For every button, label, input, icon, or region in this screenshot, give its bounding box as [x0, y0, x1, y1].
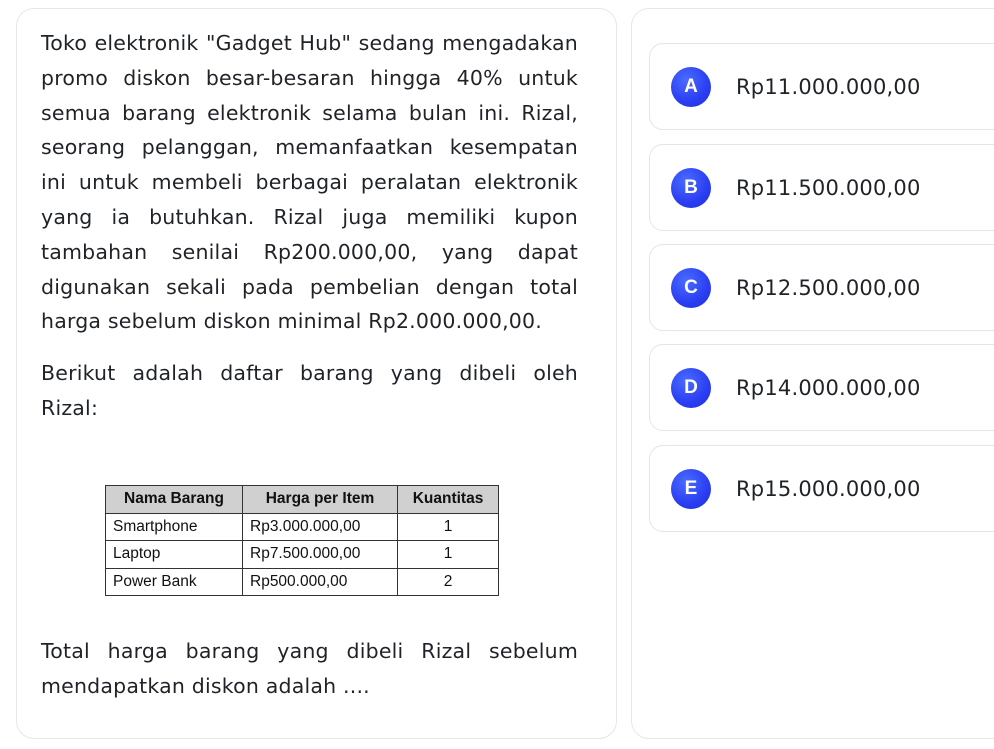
option-e[interactable]: [649, 445, 994, 532]
option-d[interactable]: [649, 344, 994, 431]
table-cell: Rp7.500.000,00: [243, 541, 398, 569]
table-header-cell: Nama Barang: [106, 486, 243, 514]
table-cell: 1: [398, 513, 499, 541]
option-letter-badge: E: [671, 469, 711, 509]
table-cell: 1: [398, 541, 499, 569]
table-cell: 2: [398, 568, 499, 596]
question-paragraph-list-intro: Berikut adalah daftar barang yang dibeli oleh Rizal:: [41, 361, 578, 420]
table-header-cell: Harga per Item: [243, 486, 398, 514]
table-cell: Power Bank: [106, 568, 243, 596]
question-body: [41, 26, 578, 426]
table-cell: Rp500.000,00: [243, 568, 398, 596]
table-header-cell: Kuantitas: [398, 486, 499, 514]
option-b[interactable]: [649, 144, 994, 231]
question-paragraph-intro: Toko elektronik "Gadget Hub" sedang mengadakan promo diskon besar-besaran hingga 40% untuk semua barang elektronik selama bulan ini. Rizal, seorang pelanggan, memanfaatkan kesempatan ini untuk membeli berbagai peralatan elektronik yang ia butuhkan. Rizal juga memiliki kupon tambahan senilai Rp200.000,00, yang dapat digunakan sekali pada pembelian dengan total harga sebelum diskon minimal Rp2.000.000,00.: [41, 31, 578, 334]
option-c[interactable]: [649, 244, 994, 331]
option-letter-badge: B: [671, 168, 711, 208]
option-text: Rp11.500.000,00: [736, 176, 921, 200]
question-prompt: [41, 634, 578, 704]
option-letter-badge: C: [671, 268, 711, 308]
option-letter-badge: D: [671, 368, 711, 408]
table-row: [106, 541, 499, 569]
table-row: [106, 513, 499, 541]
option-text: Rp12.500.000,00: [736, 276, 921, 300]
table-cell: Smartphone: [106, 513, 243, 541]
table-cell: Laptop: [106, 541, 243, 569]
option-text: Rp15.000.000,00: [736, 477, 921, 501]
option-letter-badge: A: [671, 67, 711, 107]
question-paragraph-prompt: Total harga barang yang dibeli Rizal sebelum mendapatkan diskon adalah ....: [41, 639, 578, 698]
table-cell: Rp3.000.000,00: [243, 513, 398, 541]
option-text: Rp11.000.000,00: [736, 75, 921, 99]
option-text: Rp14.000.000,00: [736, 376, 921, 400]
table-header-row: [106, 486, 499, 514]
option-a[interactable]: [649, 43, 994, 130]
question-card: [16, 8, 617, 739]
table-row: [106, 568, 499, 596]
items-table: [105, 485, 499, 596]
